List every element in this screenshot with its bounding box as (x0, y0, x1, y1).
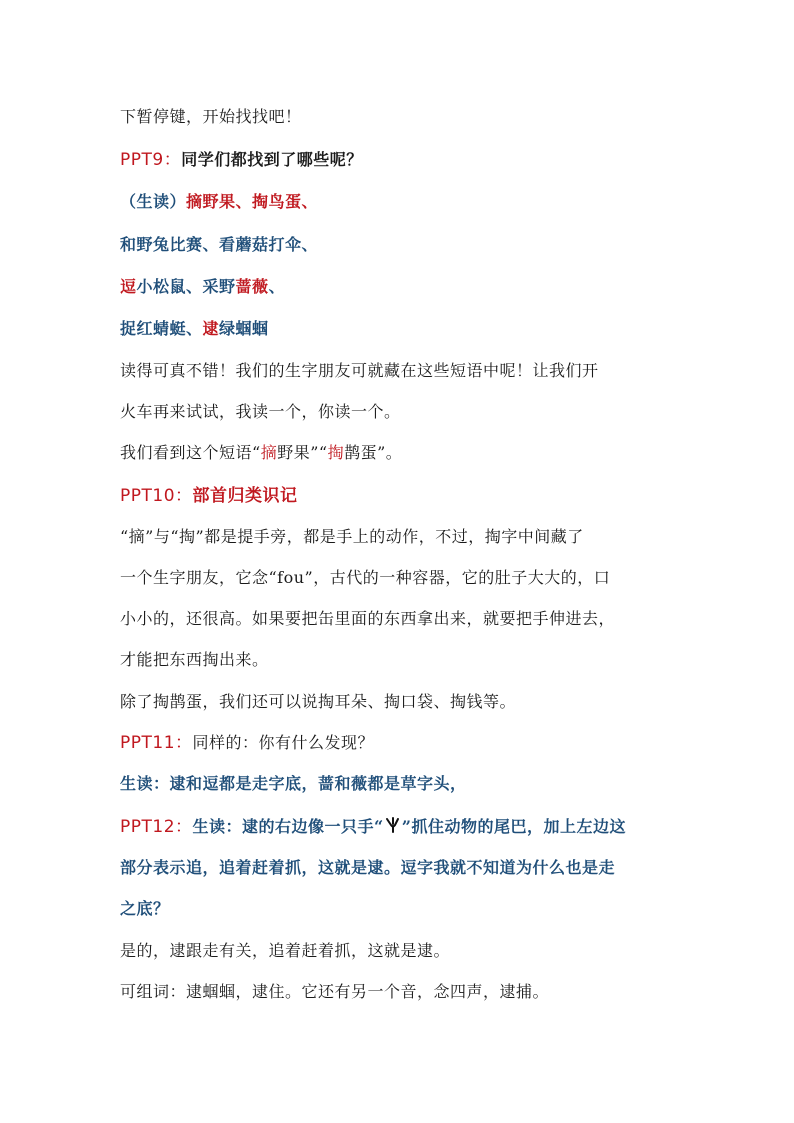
phrase-part: 小松鼠、 (136, 277, 203, 296)
line-text: 除了掏鹊蛋，我们还可以说掏耳朵、掏口袋、掏钱等。 (120, 692, 517, 711)
ppt10-label: PPT10： (120, 486, 193, 506)
text-line-15 (120, 690, 516, 714)
phrase-group-1: 摘野果、掏鸟蛋、 (186, 192, 319, 211)
char-dai: 逮 (202, 319, 220, 338)
ppt12-label: PPT12： (120, 817, 193, 837)
line-text: 火车再来试试，我读一个，你读一个。 (120, 402, 401, 421)
text-line-20 (120, 897, 170, 921)
ppt9-label: PPT9： (120, 150, 182, 170)
claw-hand-icon (384, 816, 402, 834)
phrase-part: 采野 (202, 277, 236, 296)
text-line-17 (120, 772, 467, 796)
line-text: 一个生字朋友，它念“fou”，古代的一种容器，它的肚子大大的，口 (120, 568, 611, 587)
phrase-part: 绿蝈蝈 (219, 319, 269, 338)
char-tao: 掏 (327, 443, 345, 462)
ppt11-question: 同样的：你有什么发现？ (192, 733, 375, 752)
text-line-10 (120, 484, 298, 508)
student-answer: 部分表示追，追着赶着抓，这就是逮。逗字我就不知道为什么也是走 (120, 858, 616, 877)
text-line-22 (120, 980, 549, 1004)
text-line-3 (120, 190, 318, 214)
student-reads-label: （生读） (120, 192, 187, 211)
text-line-6 (120, 317, 269, 341)
text-line-4 (120, 233, 318, 257)
text-line-5 (120, 275, 285, 299)
line-text: 可组词：逮蝈蝈，逮住。它还有另一个音，念四声，逮捕。 (120, 982, 550, 1001)
text-line-19 (120, 856, 615, 880)
ppt10-heading: 部首归类识记 (192, 486, 298, 506)
line-text: 是的，逮跟走有关，追着赶着抓，这就是逮。 (120, 941, 451, 960)
text-line-9 (120, 441, 402, 465)
ppt9-question: 同学们都找到了哪些呢？ (181, 150, 363, 169)
text-line-11 (120, 525, 584, 549)
student-answer: 生读：逮的右边像一只手“ (192, 817, 384, 836)
text-line-13 (120, 607, 615, 631)
text-line-7 (120, 359, 599, 383)
phrase-part: 捉红蜻蜓、 (120, 319, 203, 338)
student-answer: 生读：逮和逗都是走字底，蔷和薇都是草字头， (120, 774, 467, 793)
line-text: “摘”与“掏”都是提手旁，都是手上的动作，不过，掏字中间藏了 (120, 527, 584, 546)
word-qiangwei: 蔷薇 (235, 277, 269, 296)
ppt11-label: PPT11： (120, 733, 193, 753)
char-zhai: 摘 (260, 443, 278, 462)
line-text: 鹊蛋”。 (344, 443, 403, 462)
char-dou: 逗 (120, 277, 137, 296)
text-line-8 (120, 400, 401, 424)
student-answer: ”抓住动物的尾巴，加上左边这 (401, 817, 626, 836)
text-line-12 (120, 566, 610, 590)
text-line-18 (120, 815, 626, 839)
student-answer: 之底？ (120, 899, 170, 918)
line-text: 才能把东西掏出来。 (120, 650, 269, 669)
text-line-2 (120, 148, 363, 172)
text-line-16 (120, 731, 374, 755)
text-line-14 (120, 648, 269, 672)
text-line-1 (120, 105, 302, 129)
line-text: 读得可真不错！我们的生字朋友可就藏在这些短语中呢！让我们开 (120, 361, 599, 380)
line-text: 小小的，还很高。如果要把缶里面的东西拿出来，就要把手伸进去， (120, 609, 616, 628)
line-text: 野果”“ (277, 443, 328, 462)
text-line-21 (120, 939, 450, 963)
phrase-group-2: 和野兔比赛、看蘑菇打伞、 (120, 235, 319, 254)
line-text: 下暂停键，开始找找吧！ (120, 107, 302, 126)
line-text: 我们看到这个短语“ (120, 443, 261, 462)
phrase-part: 、 (268, 277, 286, 296)
